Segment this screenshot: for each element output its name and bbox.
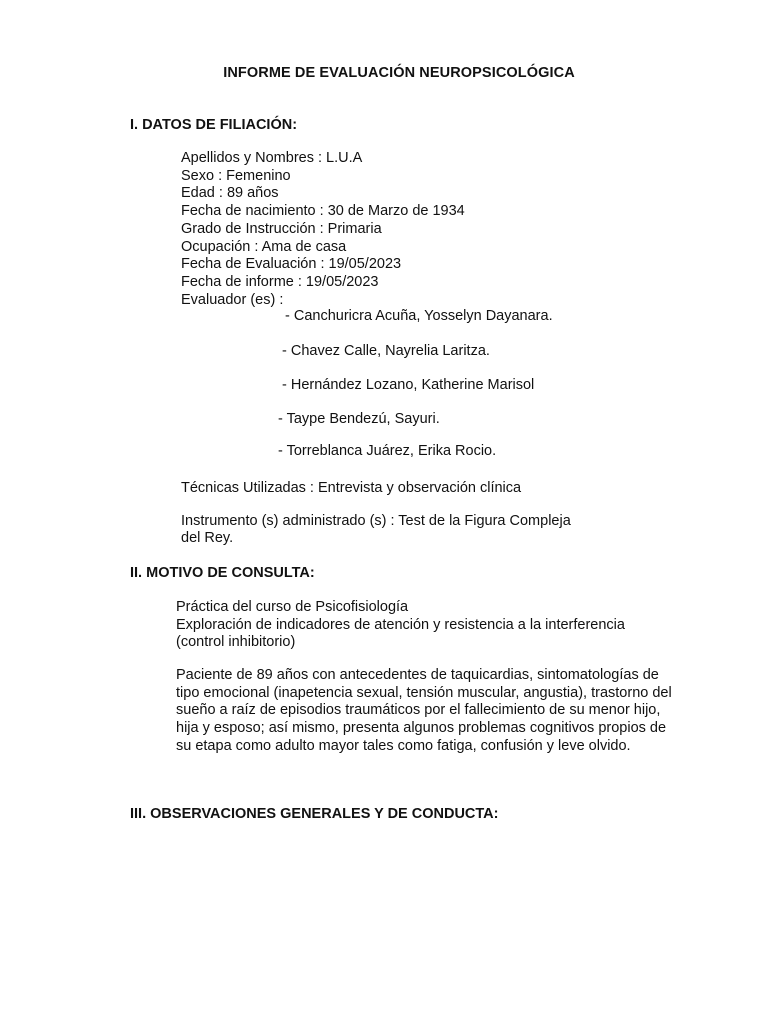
patient-history-paragraph xyxy=(176,667,672,756)
field-report-date: Fecha de informe : 19/05/2023 xyxy=(181,273,379,290)
identification-fields xyxy=(181,150,465,309)
section-2-heading: II. MOTIVO DE CONSULTA: xyxy=(130,565,315,581)
field-education: Grado de Instrucción : Primaria xyxy=(181,220,382,237)
reason-line: (control inhibitorio) xyxy=(176,634,296,651)
consultation-reasons xyxy=(176,599,625,652)
instrument-line-2: del Rey. xyxy=(181,530,234,546)
field-evaluation-date: Fecha de Evaluación : 19/05/2023 xyxy=(181,256,402,273)
field-sex: Sexo : Femenino xyxy=(181,167,291,184)
field-age: Edad : 89 años xyxy=(181,185,279,202)
paragraph-line: su etapa como adulto mayor tales como fatiga, confusión y leve olvido. xyxy=(176,737,631,754)
section-3-heading: III. OBSERVACIONES GENERALES Y DE CONDUCTA: xyxy=(130,806,499,822)
techniques-used: Técnicas Utilizadas : Entrevista y observación clínica xyxy=(181,480,522,496)
field-occupation: Ocupación : Ama de casa xyxy=(181,238,347,255)
field-evaluators-label: Evaluador (es) : xyxy=(181,291,284,308)
evaluator-item: - Taype Bendezú, Sayuri. xyxy=(278,411,440,427)
evaluator-item: - Chavez Calle, Nayrelia Laritza. xyxy=(282,343,490,359)
field-names: Apellidos y Nombres : L.U.A xyxy=(181,150,363,166)
section-1-heading: I. DATOS DE FILIACIÓN: xyxy=(130,117,298,133)
evaluator-item: - Canchuricra Acuña, Yosselyn Dayanara. xyxy=(285,308,553,324)
evaluator-item: - Torreblanca Juárez, Erika Rocio. xyxy=(278,443,497,459)
reason-line: Práctica del curso de Psicofisiología xyxy=(176,599,409,615)
instrument-line-1: Instrumento (s) administrado (s) : Test de la Figura Compleja xyxy=(181,513,571,529)
field-birthdate: Fecha de nacimiento : 30 de Marzo de 1934 xyxy=(181,203,465,220)
report-title: INFORME DE EVALUACIÓN NEUROPSICOLÓGICA xyxy=(223,65,575,81)
paragraph-line: hija y esposo; así mismo, presenta algunos problemas cognitivos propios de xyxy=(176,720,667,737)
paragraph-line: tipo emocional (inapetencia sexual, tensión muscular, angustia), trastorno del xyxy=(176,684,672,701)
paragraph-line: sueño a raíz de episodios traumáticos por el fallecimiento de su menor hijo, xyxy=(176,702,661,719)
evaluator-item: - Hernández Lozano, Katherine Marisol xyxy=(282,377,535,393)
reason-line: Exploración de indicadores de atención y resistencia a la interferencia xyxy=(176,616,625,633)
paragraph-line: Paciente de 89 años con antecedentes de taquicardias, sintomatologías de xyxy=(176,667,659,683)
